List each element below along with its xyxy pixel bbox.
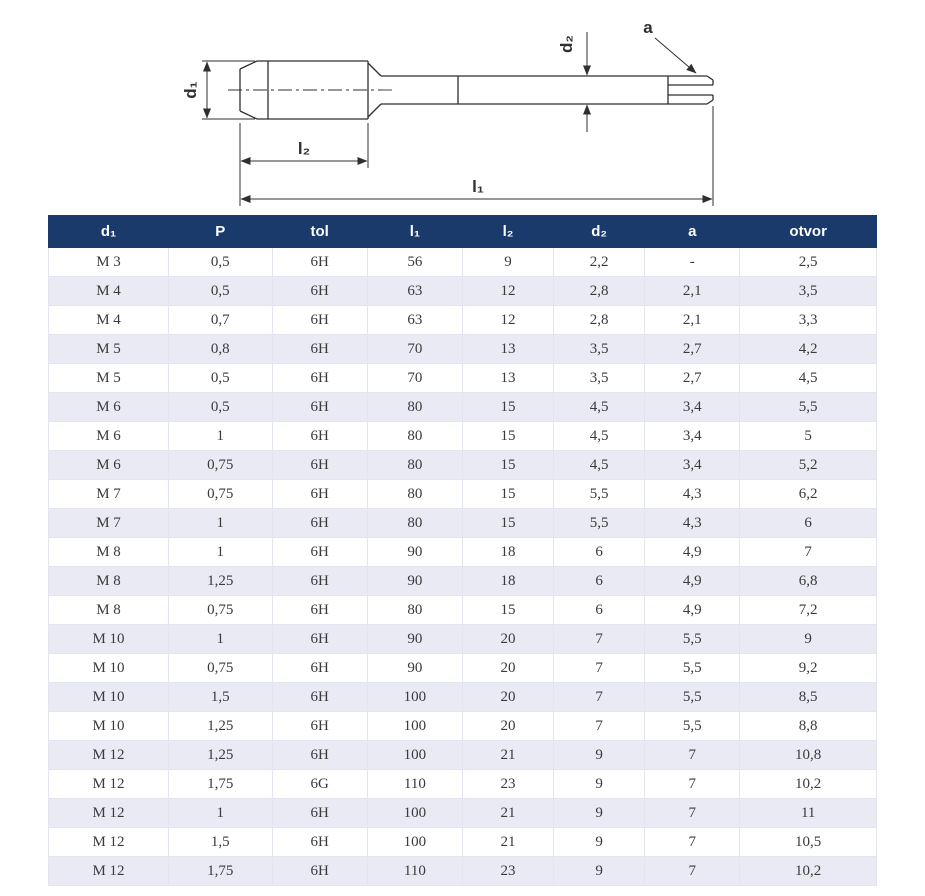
table-cell: 1,25: [169, 741, 273, 770]
table-cell: 2,7: [645, 364, 740, 393]
table-cell: 7: [645, 770, 740, 799]
column-header: a: [645, 216, 740, 248]
table-row: [49, 683, 877, 712]
table-cell: M 12: [49, 857, 169, 886]
table-cell: 1: [169, 509, 273, 538]
table-cell: M 3: [49, 248, 169, 277]
table-cell: 2,7: [645, 335, 740, 364]
column-header: d₁: [49, 216, 169, 248]
table-cell: 0,75: [169, 596, 273, 625]
table-body: [49, 248, 877, 886]
table-cell: 2,2: [554, 248, 645, 277]
table-cell: M 10: [49, 712, 169, 741]
table-cell: 9: [462, 248, 553, 277]
table-cell: 1: [169, 799, 273, 828]
table-cell: 3,5: [740, 277, 877, 306]
column-header: tol: [272, 216, 367, 248]
table-cell: 6: [554, 538, 645, 567]
table-cell: 6H: [272, 857, 367, 886]
table-cell: 6H: [272, 364, 367, 393]
table-cell: 18: [462, 567, 553, 596]
table-cell: 21: [462, 828, 553, 857]
table-cell: 2,1: [645, 306, 740, 335]
table-cell: 5,5: [645, 683, 740, 712]
table-row: [49, 741, 877, 770]
table-row: [49, 306, 877, 335]
table-cell: 6: [740, 509, 877, 538]
table-cell: 6H: [272, 306, 367, 335]
table-row: [49, 277, 877, 306]
table-cell: 2,1: [645, 277, 740, 306]
table-cell: 9: [554, 799, 645, 828]
table-cell: 7,2: [740, 596, 877, 625]
table-cell: 5,5: [645, 712, 740, 741]
table-cell: 12: [462, 306, 553, 335]
table-row: [49, 857, 877, 886]
table-cell: 1,5: [169, 683, 273, 712]
table-cell: 5: [740, 422, 877, 451]
table-cell: 4,5: [554, 393, 645, 422]
table-cell: 3,5: [554, 335, 645, 364]
table-cell: 63: [367, 277, 462, 306]
table-row: [49, 248, 877, 277]
table-cell: M 4: [49, 306, 169, 335]
table-row: [49, 480, 877, 509]
table-cell: 6H: [272, 422, 367, 451]
table-cell: 21: [462, 799, 553, 828]
table-cell: 5,5: [554, 509, 645, 538]
table-cell: 90: [367, 567, 462, 596]
table-cell: 6H: [272, 567, 367, 596]
table-row: [49, 625, 877, 654]
table-cell: 4,5: [554, 422, 645, 451]
table-cell: -: [645, 248, 740, 277]
table-cell: 13: [462, 335, 553, 364]
table-cell: 6H: [272, 393, 367, 422]
table-cell: 15: [462, 596, 553, 625]
table-cell: 5,5: [554, 480, 645, 509]
table-cell: 1: [169, 422, 273, 451]
table-cell: 110: [367, 770, 462, 799]
dim-label-l2: l₂: [297, 139, 311, 158]
table-row: [49, 654, 877, 683]
table-cell: 20: [462, 625, 553, 654]
table-cell: 13: [462, 364, 553, 393]
table-cell: 6H: [272, 654, 367, 683]
table-cell: 6,8: [740, 567, 877, 596]
table-cell: 3,5: [554, 364, 645, 393]
table-cell: 15: [462, 393, 553, 422]
table-cell: 80: [367, 393, 462, 422]
table-row: [49, 509, 877, 538]
table-cell: 0,75: [169, 451, 273, 480]
table-cell: 23: [462, 857, 553, 886]
table-cell: 23: [462, 770, 553, 799]
table-cell: 6H: [272, 828, 367, 857]
table-cell: 110: [367, 857, 462, 886]
table-row: [49, 567, 877, 596]
table-cell: 6H: [272, 335, 367, 364]
table-cell: 5,5: [645, 654, 740, 683]
table-cell: 80: [367, 596, 462, 625]
table-cell: 6H: [272, 712, 367, 741]
table-cell: 2,8: [554, 306, 645, 335]
table-cell: 20: [462, 683, 553, 712]
table-cell: 6H: [272, 451, 367, 480]
table-cell: 6,2: [740, 480, 877, 509]
table-container: [48, 215, 877, 886]
table-cell: 0,7: [169, 306, 273, 335]
table-cell: 6H: [272, 509, 367, 538]
column-header: d₂: [554, 216, 645, 248]
table-cell: 1,25: [169, 712, 273, 741]
table-cell: 0,5: [169, 393, 273, 422]
column-header: l₁: [367, 216, 462, 248]
tap-drawing-svg: [0, 0, 925, 215]
table-cell: 7: [645, 741, 740, 770]
table-cell: 3,3: [740, 306, 877, 335]
table-cell: M 10: [49, 683, 169, 712]
table-cell: 80: [367, 480, 462, 509]
table-cell: 18: [462, 538, 553, 567]
dim-label-a: a: [643, 18, 653, 37]
table-cell: M 12: [49, 770, 169, 799]
table-cell: 6H: [272, 683, 367, 712]
table-cell: 1,25: [169, 567, 273, 596]
table-cell: 6: [554, 567, 645, 596]
table-cell: 80: [367, 509, 462, 538]
table-cell: 6H: [272, 741, 367, 770]
table-cell: 7: [554, 683, 645, 712]
table-cell: M 6: [49, 451, 169, 480]
table-cell: 12: [462, 277, 553, 306]
table-cell: 63: [367, 306, 462, 335]
table-cell: 6H: [272, 277, 367, 306]
table-cell: M 4: [49, 277, 169, 306]
table-cell: 0,5: [169, 364, 273, 393]
table-cell: 4,5: [554, 451, 645, 480]
table-cell: 7: [554, 654, 645, 683]
table-cell: 21: [462, 741, 553, 770]
table-cell: 10,2: [740, 857, 877, 886]
table-cell: 9: [554, 828, 645, 857]
table-cell: M 12: [49, 828, 169, 857]
table-cell: 7: [645, 799, 740, 828]
table-cell: 0,5: [169, 277, 273, 306]
table-row: [49, 799, 877, 828]
table-header-row: [49, 216, 877, 248]
table-cell: 7: [645, 828, 740, 857]
table-cell: 5,5: [645, 625, 740, 654]
table-cell: 9: [554, 770, 645, 799]
table-cell: 15: [462, 422, 553, 451]
table-cell: 1,75: [169, 857, 273, 886]
table-cell: 3,4: [645, 451, 740, 480]
table-row: [49, 422, 877, 451]
dimensions-table: [48, 215, 877, 886]
technical-drawing: [0, 0, 925, 215]
table-row: [49, 335, 877, 364]
table-cell: 9: [554, 857, 645, 886]
table-cell: 0,75: [169, 480, 273, 509]
table-cell: M 10: [49, 654, 169, 683]
table-cell: 10,5: [740, 828, 877, 857]
table-cell: 15: [462, 480, 553, 509]
column-header: l₂: [462, 216, 553, 248]
table-cell: 5,2: [740, 451, 877, 480]
table-cell: 4,9: [645, 538, 740, 567]
table-cell: 0,75: [169, 654, 273, 683]
table-cell: 1: [169, 625, 273, 654]
table-cell: 6: [554, 596, 645, 625]
table-cell: 3,4: [645, 422, 740, 451]
table-cell: 80: [367, 451, 462, 480]
table-row: [49, 770, 877, 799]
table-cell: 7: [554, 712, 645, 741]
table-cell: M 5: [49, 335, 169, 364]
table-cell: 1,75: [169, 770, 273, 799]
table-cell: 0,8: [169, 335, 273, 364]
table-cell: M 6: [49, 422, 169, 451]
table-cell: 80: [367, 422, 462, 451]
table-cell: 4,3: [645, 480, 740, 509]
dim-label-d1: d₁: [181, 81, 200, 99]
table-cell: 100: [367, 741, 462, 770]
column-header: otvor: [740, 216, 877, 248]
table-row: [49, 596, 877, 625]
table-cell: 4,5: [740, 364, 877, 393]
dim-label-l1: l₁: [472, 177, 484, 196]
table-cell: 6H: [272, 625, 367, 654]
table-cell: 9: [554, 741, 645, 770]
table-cell: 7: [740, 538, 877, 567]
table-cell: 6H: [272, 538, 367, 567]
table-cell: M 8: [49, 596, 169, 625]
table-cell: 6H: [272, 596, 367, 625]
table-cell: 6G: [272, 770, 367, 799]
table-cell: M 7: [49, 509, 169, 538]
table-cell: 2,5: [740, 248, 877, 277]
table-row: [49, 712, 877, 741]
table-cell: 4,2: [740, 335, 877, 364]
table-cell: 20: [462, 654, 553, 683]
table-cell: M 8: [49, 538, 169, 567]
table-cell: 20: [462, 712, 553, 741]
table-cell: M 7: [49, 480, 169, 509]
table-cell: 90: [367, 654, 462, 683]
table-cell: 100: [367, 799, 462, 828]
table-cell: 10,2: [740, 770, 877, 799]
column-header: P: [169, 216, 273, 248]
table-cell: 3,4: [645, 393, 740, 422]
table-cell: 100: [367, 683, 462, 712]
table-row: [49, 538, 877, 567]
table-cell: 1,5: [169, 828, 273, 857]
dim-label-d2: d₂: [557, 35, 576, 53]
table-row: [49, 451, 877, 480]
table-cell: M 12: [49, 741, 169, 770]
table-cell: 8,5: [740, 683, 877, 712]
table-cell: M 5: [49, 364, 169, 393]
table-cell: 70: [367, 335, 462, 364]
table-head: [49, 216, 877, 248]
table-cell: 15: [462, 451, 553, 480]
table-cell: 9,2: [740, 654, 877, 683]
table-cell: 6H: [272, 480, 367, 509]
table-cell: 2,8: [554, 277, 645, 306]
table-cell: 7: [554, 625, 645, 654]
table-row: [49, 393, 877, 422]
table-cell: 11: [740, 799, 877, 828]
table-cell: 90: [367, 625, 462, 654]
table-cell: 6H: [272, 248, 367, 277]
table-cell: 1: [169, 538, 273, 567]
table-cell: 100: [367, 828, 462, 857]
table-cell: 7: [645, 857, 740, 886]
table-cell: M 10: [49, 625, 169, 654]
table-cell: 4,3: [645, 509, 740, 538]
table-cell: 4,9: [645, 596, 740, 625]
table-cell: 70: [367, 364, 462, 393]
table-cell: 5,5: [740, 393, 877, 422]
table-cell: M 8: [49, 567, 169, 596]
table-cell: 4,9: [645, 567, 740, 596]
table-cell: 6H: [272, 799, 367, 828]
leader-a: [655, 38, 696, 73]
table-cell: M 6: [49, 393, 169, 422]
table-cell: 8,8: [740, 712, 877, 741]
table-cell: 0,5: [169, 248, 273, 277]
table-cell: 10,8: [740, 741, 877, 770]
table-cell: M 12: [49, 799, 169, 828]
table-cell: 56: [367, 248, 462, 277]
table-row: [49, 364, 877, 393]
table-cell: 15: [462, 509, 553, 538]
table-cell: 9: [740, 625, 877, 654]
table-row: [49, 828, 877, 857]
table-cell: 90: [367, 538, 462, 567]
table-cell: 100: [367, 712, 462, 741]
